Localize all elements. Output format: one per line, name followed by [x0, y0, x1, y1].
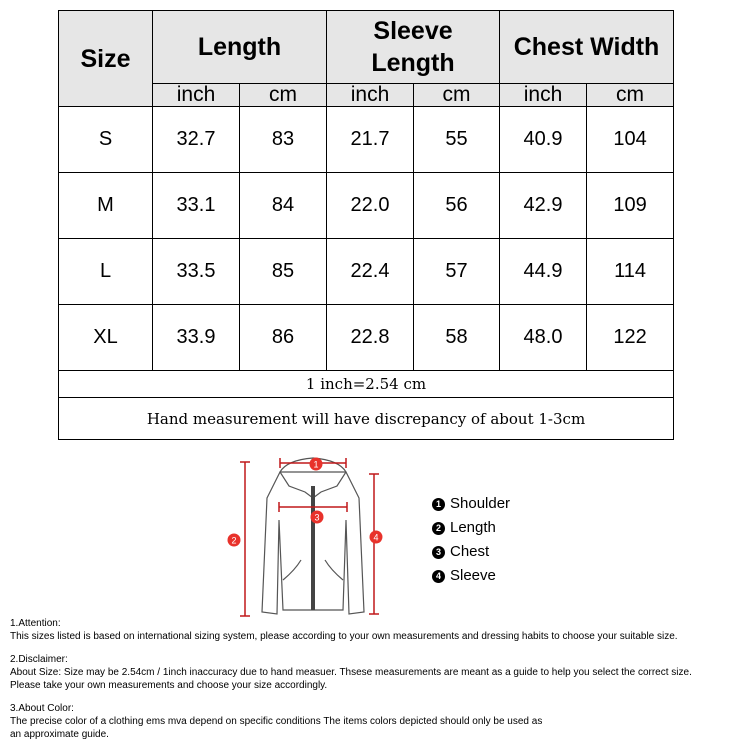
value-cell: 32.7 — [153, 107, 240, 173]
svg-text:4: 4 — [373, 532, 379, 543]
note-text: Please take your own measurements and choose your size accordingly. — [10, 680, 328, 691]
legend-item-sleeve: 4 Sleeve — [432, 566, 510, 590]
size-chart-table — [58, 10, 674, 440]
discrepancy-note: Hand measurement will have discrepancy of about 1-3cm — [59, 398, 674, 440]
value-cell: 33.5 — [153, 239, 240, 305]
svg-text:1: 1 — [313, 459, 319, 470]
unit-cell: cm — [587, 84, 674, 107]
note-text: an approximate guide. — [10, 729, 109, 740]
value-cell: 22.4 — [327, 239, 414, 305]
size-cell: M — [59, 173, 153, 239]
note-title: 1.Attention: — [10, 618, 61, 629]
value-cell: 21.7 — [327, 107, 414, 173]
size-cell: L — [59, 239, 153, 305]
unit-cell: cm — [240, 84, 327, 107]
value-cell: 58 — [414, 305, 500, 371]
color-note — [10, 702, 748, 741]
value-cell: 84 — [240, 173, 327, 239]
note-text: This sizes listed is based on international sizing system, please according to your own measurements and dressing habits to choose your suitable size. — [10, 631, 678, 642]
header-chest-width: Chest Width — [500, 11, 674, 84]
table-row — [59, 305, 674, 371]
note-text: About Size: Size may be 2.54cm / 1inch inaccuracy due to hand measuer. Thsese measurements are meant as a guide to help you select the correct size. — [10, 667, 692, 678]
table-row — [59, 173, 674, 239]
marker-1 — [310, 458, 323, 471]
measurement-legend — [432, 494, 510, 590]
value-cell: 44.9 — [500, 239, 587, 305]
legend-item-length: 2 Length — [432, 518, 510, 542]
header-sleeve-length: Sleeve Length — [327, 11, 500, 84]
value-cell: 22.8 — [327, 305, 414, 371]
note-text: The precise color of a clothing ems mva depend on specific conditions The items colors depicted should only be used as — [10, 716, 543, 727]
value-cell: 104 — [587, 107, 674, 173]
table-row — [59, 239, 674, 305]
header-size: Size — [59, 11, 153, 107]
legend-item-shoulder: 1 Shoulder — [432, 494, 510, 518]
unit-cell: inch — [153, 84, 240, 107]
value-cell: 57 — [414, 239, 500, 305]
unit-cell: inch — [500, 84, 587, 107]
legend-item-chest: 3 Chest — [432, 542, 510, 566]
value-cell: 86 — [240, 305, 327, 371]
value-cell: 114 — [587, 239, 674, 305]
value-cell: 55 — [414, 107, 500, 173]
value-cell: 22.0 — [327, 173, 414, 239]
marker-4 — [370, 531, 383, 544]
measure-lines — [240, 458, 379, 616]
marker-2 — [228, 534, 241, 547]
value-cell: 122 — [587, 305, 674, 371]
table-row — [59, 107, 674, 173]
value-cell: 42.9 — [500, 173, 587, 239]
header-length: Length — [153, 11, 327, 84]
note-title: 3.About Color: — [10, 703, 74, 714]
unit-cell: inch — [327, 84, 414, 107]
value-cell: 33.9 — [153, 305, 240, 371]
value-cell: 83 — [240, 107, 327, 173]
svg-text:3: 3 — [314, 512, 320, 523]
disclaimer-note — [10, 653, 748, 692]
number-badge-icon: 3 — [432, 546, 445, 559]
number-badge-icon: 2 — [432, 522, 445, 535]
number-badge-icon: 4 — [432, 570, 445, 583]
value-cell: 33.1 — [153, 173, 240, 239]
marker-3 — [311, 511, 324, 524]
size-cell: XL — [59, 305, 153, 371]
number-badge-icon: 1 — [432, 498, 445, 511]
value-cell: 109 — [587, 173, 674, 239]
hoodie-measurement-diagram — [225, 450, 400, 625]
notes-section — [10, 617, 748, 751]
value-cell: 56 — [414, 173, 500, 239]
svg-text:2: 2 — [231, 535, 237, 546]
conversion-note: 1 inch=2.54 cm — [59, 371, 674, 398]
note-title: 2.Disclaimer: — [10, 654, 68, 665]
hoodie-zipper — [311, 486, 315, 610]
value-cell: 48.0 — [500, 305, 587, 371]
value-cell: 85 — [240, 239, 327, 305]
value-cell: 40.9 — [500, 107, 587, 173]
unit-cell: cm — [414, 84, 500, 107]
size-cell: S — [59, 107, 153, 173]
attention-note — [10, 617, 748, 643]
